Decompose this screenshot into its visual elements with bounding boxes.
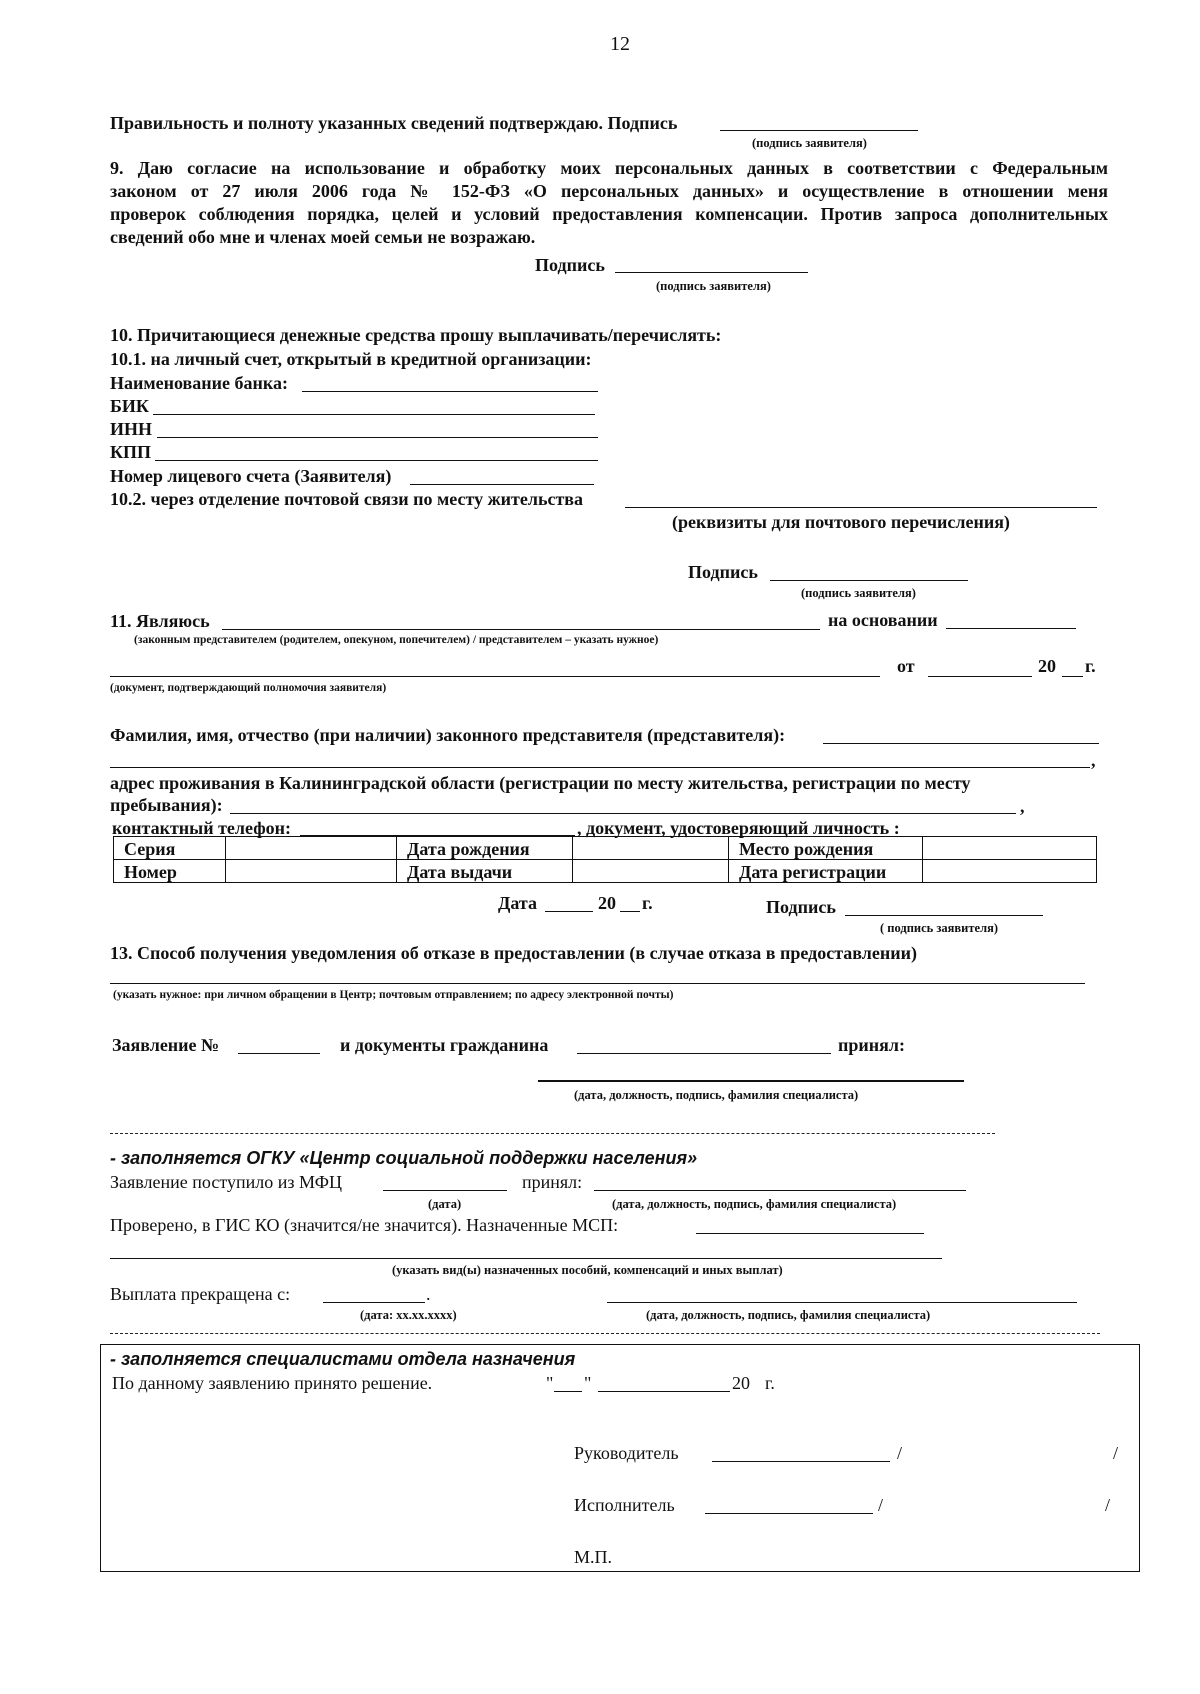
head-label: Руководитель — [574, 1443, 679, 1463]
phone-label: контактный телефон: — [112, 818, 292, 838]
executor-signature-field[interactable] — [705, 1513, 873, 1514]
date-label: Дата — [498, 893, 537, 913]
bik-field[interactable] — [153, 414, 595, 415]
birth-place-cell[interactable] — [923, 837, 1097, 860]
center-specialist-caption: (дата, должность, подпись, фамилия специалиста) — [612, 1197, 897, 1211]
applicant-signature-label: Подпись — [766, 897, 836, 917]
from-mfc-date-caption: (дата) — [428, 1197, 462, 1211]
gis-checked-label: Проверено, в ГИС КО (значится/не значится). Назначенные МСП: — [110, 1215, 619, 1235]
decision-month-field[interactable] — [598, 1391, 730, 1392]
citizen-docs-field[interactable] — [577, 1053, 831, 1054]
authority-year-prefix: 20 — [1038, 656, 1056, 676]
inn-field[interactable] — [157, 437, 598, 438]
notify-caption: (указать нужное: при личном обращении в Центр; почтовым отправлением; по адресу электронной почты) — [113, 989, 674, 1001]
decision-section-title: - заполняется специалистами отдела назначения — [110, 1349, 576, 1369]
number-label: Номер — [114, 860, 226, 883]
birth-place-label: Место рождения — [729, 837, 923, 860]
authority-year-field[interactable] — [1062, 676, 1083, 677]
payment-heading: 10. Причитающиеся денежные средства прошу выплачивать/перечислять: — [110, 325, 722, 345]
date-year-prefix: 20 — [598, 893, 616, 913]
bank-name-field[interactable] — [302, 391, 598, 392]
statement-number-label: Заявление № — [112, 1035, 220, 1055]
consent-line-1: 9. Даю согласие на использование и обработку моих персональных данных в соответствии с Федеральным — [110, 158, 1108, 178]
center-section-title: - заполняется ОГКУ «Центр социальной поддержки населения» — [110, 1148, 698, 1168]
consent-line-4: сведений обо мне и членах моей семьи не возражаю. — [110, 227, 536, 247]
decision-year-prefix: 20 — [732, 1373, 750, 1393]
applicant-signature-caption: ( подпись заявителя) — [880, 921, 999, 935]
payment-signature-caption: (подпись заявителя) — [801, 586, 916, 600]
executor-label: Исполнитель — [574, 1495, 675, 1515]
payment-stopped-label: Выплата прекращена с: — [110, 1284, 291, 1304]
payment-stopped-date-caption: (дата: хх.хх.хххх) — [360, 1308, 457, 1322]
table-row — [114, 860, 1097, 883]
birth-date-cell[interactable] — [573, 837, 729, 860]
registration-date-cell[interactable] — [923, 860, 1097, 883]
inn-label: ИНН — [110, 419, 153, 439]
representative-fio-field-2[interactable] — [110, 767, 1090, 768]
divider — [110, 1133, 995, 1134]
representative-status-caption: (законным представителем (родителем, опекуном, попечителем) / представителем – указать нужное) — [134, 634, 659, 646]
notify-heading: 13. Способ получения уведомления об отказе в предоставлении (в случае отказа в предоставлении) — [110, 943, 917, 963]
kpp-label: КПП — [110, 442, 152, 462]
authority-date-field[interactable] — [928, 676, 1032, 677]
statement-specialist-caption: (дата, должность, подпись, фамилия специалиста) — [574, 1088, 859, 1102]
representative-status-field[interactable] — [222, 629, 820, 630]
payment-signature-label: Подпись — [688, 562, 758, 582]
payment-stopped-dot: . — [426, 1284, 431, 1304]
account-label: Номер лицевого счета (Заявителя) — [110, 466, 392, 486]
representative-basis-label: на основании — [828, 610, 938, 630]
statement-number-field[interactable] — [238, 1053, 320, 1054]
head-slash-1: / — [897, 1443, 903, 1463]
number-cell[interactable] — [226, 860, 397, 883]
decision-quote-close: " — [584, 1373, 592, 1393]
issue-date-label: Дата выдачи — [397, 860, 573, 883]
consent-signature-label: Подпись — [535, 255, 605, 275]
representative-fio-label: Фамилия, имя, отчество (при наличии) законного представителя (представителя): — [110, 725, 786, 745]
bank-name-label: Наименование банка: — [110, 373, 288, 393]
center-specialist-field[interactable] — [594, 1190, 966, 1191]
payment-stopped-date-field[interactable] — [323, 1302, 425, 1303]
executor-slash-1: / — [878, 1495, 884, 1515]
consent-line-3: проверок соблюдения порядка, целей и условий предоставления компенсации. Против запроса дополнительных — [110, 204, 1108, 224]
executor-slash-2: / — [1105, 1495, 1111, 1515]
confirm-signature-caption: (подпись заявителя) — [752, 136, 867, 150]
date-year-field[interactable] — [620, 911, 640, 912]
postal-details-field[interactable] — [625, 507, 1097, 508]
from-mfc-label: Заявление поступило из МФЦ — [110, 1172, 342, 1192]
consent-line-2: законом от 27 июля 2006 года № 152-ФЗ «О персональных данных» и осуществление в отношении меня — [110, 181, 1108, 201]
id-document-label: , документ, удостоверяющий личность : — [577, 818, 900, 838]
series-label: Серия — [114, 837, 226, 860]
kpp-field[interactable] — [155, 460, 598, 461]
payment-signature-field[interactable] — [770, 580, 968, 581]
authority-year-suffix: г. — [1085, 656, 1096, 676]
from-mfc-date-field[interactable] — [383, 1190, 507, 1191]
confirm-signature-field[interactable] — [720, 130, 918, 131]
authority-document-field[interactable] — [110, 676, 880, 677]
issue-date-cell[interactable] — [573, 860, 729, 883]
payment-sub-1: 10.1. на личный счет, открытый в кредитной организации: — [110, 349, 592, 369]
payment-sub-2: 10.2. через отделение почтовой связи по месту жительства — [110, 489, 584, 509]
page-number: 12 — [610, 33, 630, 55]
divider — [110, 1333, 1100, 1334]
assigned-benefits-caption: (указать вид(ы) назначенных пособий, компенсаций и иных выплат) — [392, 1263, 783, 1277]
assigned-benefits-field[interactable] — [110, 1258, 942, 1259]
payment-stopped-specialist-field[interactable] — [607, 1302, 1077, 1303]
center-accepted-label: принял: — [522, 1172, 583, 1192]
assigned-msp-field[interactable] — [696, 1233, 924, 1234]
representative-fio-field[interactable] — [823, 743, 1099, 744]
authority-document-caption: (документ, подтверждающий полномочия заявителя) — [110, 682, 387, 694]
date-year-suffix: г. — [642, 893, 653, 913]
head-signature-field[interactable] — [712, 1461, 890, 1462]
registration-date-label: Дата регистрации — [729, 860, 923, 883]
consent-signature-caption: (подпись заявителя) — [656, 279, 771, 293]
decision-quote-open: " — [546, 1373, 554, 1393]
address-line-2: пребывания): — [110, 795, 223, 815]
address-line-1: адрес проживания в Калининградской области (регистрации по месту жительства, регистрации по месту — [110, 773, 971, 793]
date-field[interactable] — [545, 911, 593, 912]
address-comma: , — [1020, 796, 1025, 816]
statement-specialist-field[interactable] — [538, 1080, 964, 1082]
confirm-text: Правильность и полноту указанных сведений подтверждаю. Подпись — [110, 113, 678, 133]
decision-day-field[interactable] — [554, 1391, 582, 1392]
birth-date-label: Дата рождения — [397, 837, 573, 860]
applicant-signature-field[interactable] — [845, 915, 1043, 916]
series-cell[interactable] — [226, 837, 397, 860]
representative-iam-label: 11. Являюсь — [110, 611, 210, 631]
payment-stopped-specialist-caption: (дата, должность, подпись, фамилия специалиста) — [646, 1308, 931, 1322]
citizen-docs-label: и документы гражданина — [340, 1035, 549, 1055]
consent-signature-field[interactable] — [615, 272, 808, 273]
address-field[interactable] — [230, 813, 1016, 814]
id-document-table — [113, 836, 1097, 883]
representative-basis-field[interactable] — [946, 628, 1076, 629]
head-slash-2: / — [1113, 1443, 1119, 1463]
notify-method-field[interactable] — [110, 983, 1085, 984]
statement-accepted-label: принял: — [838, 1035, 905, 1055]
representative-fio-comma: , — [1091, 750, 1096, 770]
decision-year-suffix: г. — [765, 1373, 775, 1393]
table-row — [114, 837, 1097, 860]
decision-label: По данному заявлению принято решение. — [112, 1373, 433, 1393]
stamp-label: М.П. — [574, 1547, 613, 1567]
account-field[interactable] — [410, 484, 594, 485]
bik-label: БИК — [110, 396, 149, 416]
postal-details-caption: (реквизиты для почтового перечисления) — [672, 512, 1010, 532]
authority-from-label: от — [897, 656, 915, 676]
